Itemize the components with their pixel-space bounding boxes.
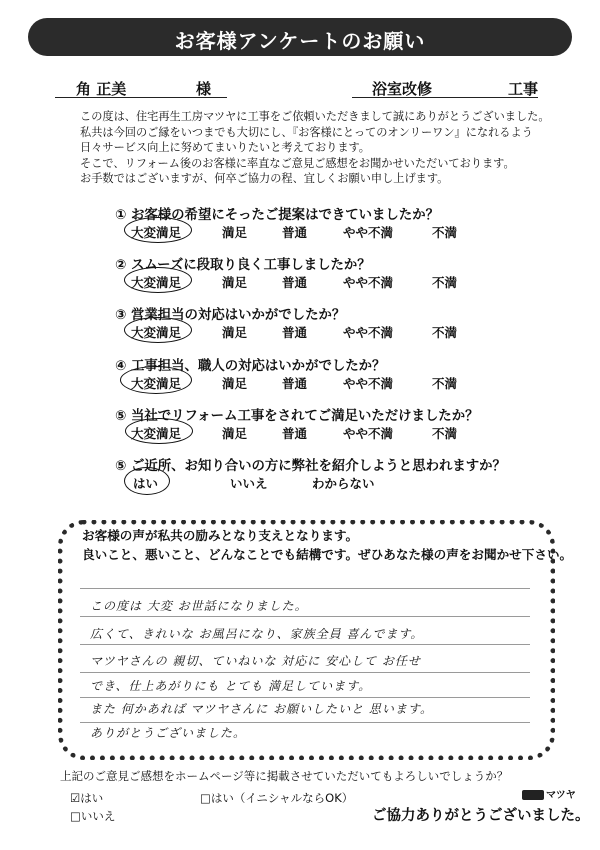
title-banner [28, 18, 572, 56]
thanks-message: ご協力ありがとうございました。 [372, 808, 590, 824]
handwritten-comment-line: 広くて、きれいな お風呂になり、家族全員 喜んでます。 [90, 627, 424, 641]
q4-option-satisfied[interactable]: 満足 [222, 376, 248, 391]
comment-rule [80, 644, 530, 645]
q4-selection-circle [120, 366, 192, 394]
question-3: ③ 営業担当の対応はいかがでしたか？ [115, 308, 346, 323]
logo-text: マツヤ [546, 790, 576, 801]
q3-option-dissatisfied[interactable]: 不満 [432, 325, 458, 340]
handwritten-comment-line: この度は 大変 お世話になりました。 [90, 599, 308, 613]
honorific: 様 [196, 80, 212, 98]
customer-name: 角 正美 [76, 80, 127, 98]
q5-option-dissatisfied[interactable]: 不満 [432, 426, 458, 441]
intro-line: 日々サービス向上に努めてまいりたいと考えております。 [80, 141, 370, 154]
question-5: ⑤ 当社でリフォーム工事をされてご満足いただけましたか？ [115, 409, 479, 424]
permission-no-checkbox[interactable]: □いいえ [70, 809, 116, 823]
q1-selection-circle [124, 217, 192, 243]
q3-option-slightly-dissatisfied[interactable]: やや不満 [343, 325, 394, 340]
q2-option-very-satisfied[interactable]: 大変満足 [131, 275, 182, 290]
comment-rule [80, 616, 530, 617]
q1-option-very-satisfied[interactable]: 大変満足 [131, 225, 182, 240]
q2-option-average[interactable]: 普通 [282, 275, 308, 290]
q4-option-average[interactable]: 普通 [282, 376, 308, 391]
q4-option-very-satisfied[interactable]: 大変満足 [131, 376, 182, 391]
question-1: ① お客様の希望にそったご提案はできていましたか？ [115, 208, 439, 223]
handwritten-comment-line: ありがとうございました。 [90, 726, 247, 740]
q5-selection-circle [125, 418, 193, 444]
q6-option-dont-know[interactable]: わからない [312, 476, 375, 491]
question-6: ⑤ ご近所、お知り合いの方に弊社を紹介しようと思われますか？ [115, 459, 506, 474]
q3-option-satisfied[interactable]: 満足 [222, 325, 248, 340]
permission-yes-checkbox[interactable]: ☑はい [70, 791, 104, 805]
q2-option-satisfied[interactable]: 満足 [222, 275, 248, 290]
work-type: 浴室改修 [372, 80, 433, 98]
q3-option-average[interactable]: 普通 [282, 325, 308, 340]
q5-option-satisfied[interactable]: 満足 [222, 426, 248, 441]
handwritten-comment-line: また 何かあれば マツヤさんに お願いしたいと 思います。 [90, 702, 433, 716]
comment-rule [80, 697, 530, 698]
voice-title-line-1: お客様の声が私共の励みとなり支えとなります。 [82, 528, 359, 543]
q1-option-average[interactable]: 普通 [282, 225, 308, 240]
page-title: お客様アンケートのお願い [174, 29, 426, 53]
intro-line: お手数ではございますが、何卒ご協力の程、宜しくお願い申し上げます。 [80, 172, 449, 185]
handwritten-comment-line: マツヤさんの 親切、ていねいな 対応に 安心して お任せ [90, 654, 421, 668]
handwritten-comment-line: でき、仕上あがりにも とても 満足しています。 [90, 679, 372, 693]
q6-selection-circle [124, 467, 170, 495]
comment-rule [80, 588, 530, 589]
q2-selection-circle [124, 267, 192, 293]
q3-selection-circle [124, 317, 192, 343]
q4-option-dissatisfied[interactable]: 不満 [432, 376, 458, 391]
publish-permission-question: 上記のご意見ご感想をホームページ等に掲載させていただいてもよろしいでしょうか？ [60, 769, 509, 783]
intro-line: この度は、住宅再生工房マツヤに工事をご依頼いただきまして誠にありがとうございました。 [80, 110, 550, 123]
voice-title-line-2: 良いこと、悪いこと、どんなことでも結構です。ぜひあなた様の声をお聞かせ下さい。 [82, 547, 573, 562]
q2-option-dissatisfied[interactable]: 不満 [432, 275, 458, 290]
question-2: ② スムーズに段取り良く工事しましたか？ [115, 258, 371, 273]
question-4: ④ 工事担当、職人の対応はいかがでしたか？ [115, 359, 386, 374]
name-underline [55, 97, 227, 98]
q6-option-no[interactable]: いいえ [230, 476, 268, 491]
comment-rule [80, 722, 530, 723]
q5-option-average[interactable]: 普通 [282, 426, 308, 441]
q3-option-very-satisfied[interactable]: 大変満足 [131, 325, 182, 340]
q5-option-slightly-dissatisfied[interactable]: やや不満 [343, 426, 394, 441]
intro-line: そこで、リフォーム後のお客様に率直なご意見ご感想をお聞かせいただいております。 [80, 156, 515, 170]
intro-text [80, 109, 550, 187]
q2-option-slightly-dissatisfied[interactable]: やや不満 [343, 275, 394, 290]
company-logo [522, 786, 576, 801]
q1-option-slightly-dissatisfied[interactable]: やや不満 [343, 225, 394, 240]
comment-rule [80, 672, 530, 673]
q1-option-satisfied[interactable]: 満足 [222, 225, 248, 240]
logo-mark-icon [522, 790, 544, 800]
intro-line: 私共は今回のご縁をいつまでも大切にし、『お客様にとってのオンリーワン』になれるよう [80, 125, 533, 139]
q6-option-yes[interactable]: はい [133, 476, 159, 491]
work-underline [352, 97, 538, 98]
q1-option-dissatisfied[interactable]: 不満 [432, 225, 458, 240]
q5-option-very-satisfied[interactable]: 大変満足 [131, 426, 182, 441]
q4-option-slightly-dissatisfied[interactable]: やや不満 [343, 376, 394, 391]
work-suffix: 工事 [508, 80, 539, 98]
permission-initial-checkbox[interactable]: □はい（イニシャルならOK） [200, 791, 354, 805]
